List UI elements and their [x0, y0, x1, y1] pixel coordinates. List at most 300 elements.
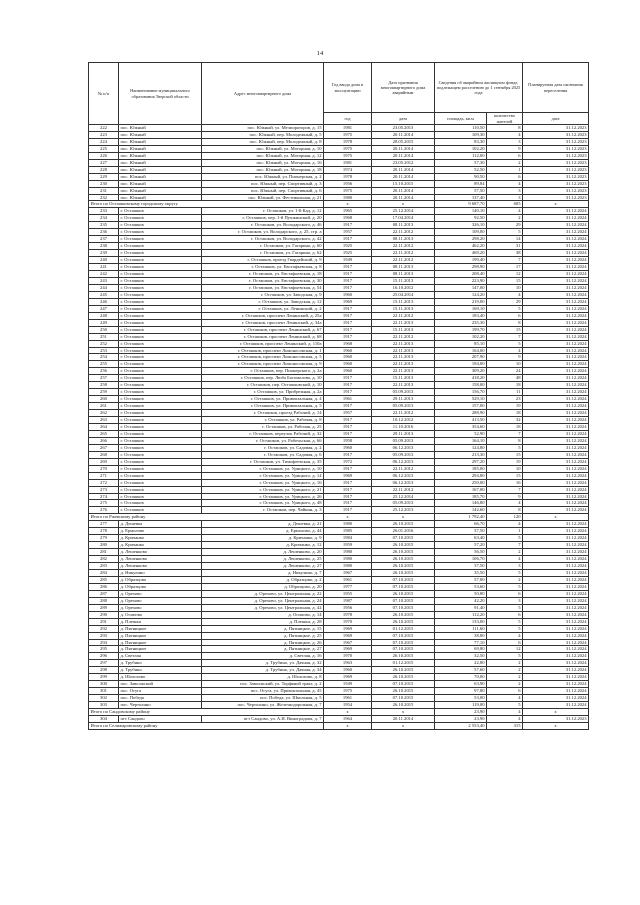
cell-municipality: г. Осташков	[119, 437, 202, 444]
cell-emergency-date: 07.10.2015	[372, 604, 435, 611]
cell-emergency-date: 26.10.2015	[372, 521, 435, 528]
cell-plan-date: 31.12.2024	[523, 597, 589, 604]
cell-municipality: пос. Южный	[119, 180, 202, 187]
page-number: 14	[316, 50, 324, 57]
cell-area: 111,60	[435, 625, 487, 632]
cell-address: д. Кричанко, д. 12	[202, 542, 324, 549]
cell-area: 158,00	[435, 382, 487, 389]
cell-year: 1917	[324, 236, 372, 243]
cell-plan-date: 31.12.2024	[523, 430, 589, 437]
cell-number: 273	[89, 486, 119, 493]
cell-municipality: г. Осташков	[119, 389, 202, 396]
cell-address: г. Осташков, ул. Евстафьевская, д. 30	[202, 277, 324, 284]
cell-municipality: д. Никулино	[119, 570, 202, 577]
cell-emergency-date: 23.05.2013	[372, 125, 435, 132]
cell-plan-date: 31.12.2024	[523, 382, 589, 389]
cell-residents: 8	[487, 319, 523, 326]
cell-residents: 24	[487, 368, 523, 375]
cell-municipality: д. Ермолово	[119, 528, 202, 535]
cell-number: 290	[89, 611, 119, 618]
cell-plan-date: 31.12.2024	[523, 271, 589, 278]
cell-plan-date: 31.12.2024	[523, 681, 589, 688]
cell-number: 304	[89, 716, 119, 723]
cell-address: д. Орехово, ул. Центральная, д. 24	[202, 597, 324, 604]
cell-residents: 3	[487, 563, 523, 570]
cell-number: 225	[89, 145, 119, 152]
cell-number: 227	[89, 159, 119, 166]
cell-number: 289	[89, 604, 119, 611]
cell-residents: 4	[487, 716, 523, 723]
cell-emergency-date: 01.12.2015	[372, 625, 435, 632]
cell-area: 23,90	[435, 716, 487, 723]
cell-residents: 5	[487, 535, 523, 542]
cell-number: 275	[89, 500, 119, 507]
cell-residents: 8	[487, 125, 523, 132]
cell-plan-date: 31.12.2024	[523, 257, 589, 264]
cell-plan-date: 31.12.2024	[523, 229, 589, 236]
cell-number: 300	[89, 681, 119, 688]
table-row	[89, 180, 589, 187]
cell-emergency-date: 29.11.2013	[372, 396, 435, 403]
cell-plan-date: 31.12.2024	[523, 549, 589, 556]
cell-plan-date: 31.12.2024	[523, 695, 589, 702]
total-row	[89, 722, 589, 729]
cell-year: 1917	[324, 375, 372, 382]
cell-residents: 5	[487, 340, 523, 347]
table-row	[89, 688, 589, 695]
cell-number: 255	[89, 361, 119, 368]
cell-municipality: г. Осташков	[119, 326, 202, 333]
cell-address: д. Пятницкое, д. 27	[202, 646, 324, 653]
cell-plan-date: 31.12.2024	[523, 570, 589, 577]
cell-year: 1967	[324, 639, 372, 646]
table-row	[89, 159, 589, 166]
cell-emergency-date: 07.10.2015	[372, 576, 435, 583]
cell-emergency-date: 26.10.2015	[372, 618, 435, 625]
cell-area: 69,80	[435, 646, 487, 653]
cell-address: г. Осташков, ул. Евстафьевская, д. 54	[202, 284, 324, 291]
table-row	[89, 208, 589, 215]
cell-area: 413,50	[435, 417, 487, 424]
cell-plan-date: 31.12.2024	[523, 277, 589, 284]
cell-year: 1917	[324, 382, 372, 389]
cell-number: 282	[89, 556, 119, 563]
cell-address: пос. Южный, пер. Спортивный, д. 6	[202, 187, 324, 194]
cell-address: д. Никулино, д. 7	[202, 570, 324, 577]
table-row	[89, 437, 589, 444]
cell-number: 295	[89, 646, 119, 653]
cell-year: 1972	[324, 458, 372, 465]
table-row	[89, 354, 589, 361]
cell-address: г. Осташков, ул. Тимофеевская, д. 35	[202, 458, 324, 465]
table-row	[89, 173, 589, 180]
cell-plan-date: 31.12.2024	[523, 653, 589, 660]
cell-emergency-date: 26.10.2015	[372, 549, 435, 556]
table-row	[89, 361, 589, 368]
cell-address: пос. Чертолино, ул. Железнодорожная, д. 7	[202, 702, 324, 709]
total-row	[89, 709, 589, 716]
cell-area: 140,10	[435, 208, 487, 215]
table-row	[89, 312, 589, 319]
cell-plan-date: 31.12.2024	[523, 208, 589, 215]
cell-area: 53,60	[435, 583, 487, 590]
cell-municipality: г. Осташков	[119, 500, 202, 507]
cell-year: 1917	[324, 326, 372, 333]
cell-address: г. Осташков, ул. Рабочая, д. 8	[202, 417, 324, 424]
cell-area: 91,40	[435, 604, 487, 611]
cell-residents: 2	[487, 667, 523, 674]
cell-number: 228	[89, 166, 119, 173]
cell-residents: 7	[487, 542, 523, 549]
cell-municipality: д. Образцово	[119, 576, 202, 583]
cell-emergency-date: 20.11.2014	[372, 131, 435, 138]
cell-plan-date: 31.12.2024	[523, 319, 589, 326]
cell-address: г. Осташков, ул. Володарского, д. 46	[202, 222, 324, 229]
cell-residents: 9	[487, 145, 523, 152]
cell-year: 1969	[324, 298, 372, 305]
cell-municipality: г. Осташков	[119, 472, 202, 479]
cell-number: 279	[89, 535, 119, 542]
cell-municipality: пос. Заволжский	[119, 681, 202, 688]
cell-number: 250	[89, 326, 119, 333]
cell-plan-date: 31.12.2024	[523, 291, 589, 298]
cell-emergency-date: 26.10.2015	[372, 590, 435, 597]
cell-plan-date: 31.12.2024	[523, 236, 589, 243]
cell-address: пос. Южный, ул. Моторная, д. 10	[202, 145, 324, 152]
cell-emergency-date: 15.11.2013	[372, 298, 435, 305]
cell-number: 259	[89, 389, 119, 396]
cell-residents: 1	[487, 528, 523, 535]
total-x-year: x	[324, 201, 372, 208]
cell-year: 1978	[324, 611, 372, 618]
cell-residents: 5	[487, 702, 523, 709]
cell-area: 109,30	[435, 131, 487, 138]
cell-municipality: пгт Сандово	[119, 716, 202, 723]
cell-area: 294,80	[435, 472, 487, 479]
cell-residents: 4	[487, 208, 523, 215]
cell-residents: 17	[487, 264, 523, 271]
cell-plan-date: 31.12.2023	[523, 131, 589, 138]
cell-year: 1980	[324, 194, 372, 201]
cell-year: 1970	[324, 653, 372, 660]
cell-year: 1917	[324, 319, 372, 326]
cell-plan-date: 31.12.2024	[523, 590, 589, 597]
cell-year: 1917	[324, 271, 372, 278]
cell-residents: 3	[487, 597, 523, 604]
cell-year: 1925	[324, 243, 372, 250]
cell-year: 1961	[324, 695, 372, 702]
cell-residents: 4	[487, 291, 523, 298]
cell-number: 232	[89, 194, 119, 201]
cell-area: 102,20	[435, 145, 487, 152]
cell-emergency-date: 05.09.2013	[372, 389, 435, 396]
cell-plan-date: 31.12.2024	[523, 312, 589, 319]
cell-plan-date: 31.12.2024	[523, 333, 589, 340]
cell-area: 35,50	[435, 570, 487, 577]
cell-number: 285	[89, 576, 119, 583]
cell-year: 1964	[324, 716, 372, 723]
cell-year: 1917	[324, 389, 372, 396]
cell-emergency-date: 25.12.2013	[372, 507, 435, 514]
table-row	[89, 486, 589, 493]
cell-address: г. Осташков, ул. Евстафьевская, д. 8	[202, 264, 324, 271]
subheader-date: дата	[372, 113, 435, 125]
cell-plan-date: 31.12.2024	[523, 660, 589, 667]
cell-year: 1975	[324, 152, 372, 159]
cell-year: 1960	[324, 444, 372, 451]
cell-emergency-date: 08.11.2013	[372, 236, 435, 243]
cell-emergency-date: 26.01.2016	[372, 528, 435, 535]
cell-municipality: г. Осташков	[119, 215, 202, 222]
cell-year: 1917	[324, 222, 372, 229]
cell-number: 245	[89, 291, 119, 298]
cell-year: 1917	[324, 284, 372, 291]
cell-address: д. Кричанко, д. 9	[202, 535, 324, 542]
cell-plan-date: 31.12.2023	[523, 125, 589, 132]
cell-residents: 2	[487, 681, 523, 688]
cell-area: 124,20	[435, 291, 487, 298]
cell-year: 1981	[324, 159, 372, 166]
cell-number: 241	[89, 264, 119, 271]
cell-residents: 10	[487, 284, 523, 291]
cell-municipality: пос. Южный	[119, 152, 202, 159]
cell-emergency-date: 16.10.2012	[372, 284, 435, 291]
cell-number: 258	[89, 382, 119, 389]
cell-residents: 29	[487, 222, 523, 229]
cell-address: д. Орехово, ул. Центральная, д. 42	[202, 604, 324, 611]
cell-address: д. Трубино, ул. Дачная, д. 32	[202, 660, 324, 667]
cell-number: 261	[89, 403, 119, 410]
cell-municipality: г. Осташков	[119, 305, 202, 312]
total-x-year: x	[324, 709, 372, 716]
cell-year: 1975	[324, 145, 372, 152]
subheader-year: год	[324, 113, 372, 125]
cell-municipality: д. Орехово	[119, 597, 202, 604]
cell-municipality: пос. Южный	[119, 131, 202, 138]
cell-address: г. Осташков, ул. Рабочьская, д. 66	[202, 437, 324, 444]
table-row	[89, 243, 589, 250]
table-row	[89, 194, 589, 201]
cell-residents: 9	[487, 493, 523, 500]
table-body	[89, 125, 589, 730]
table-row	[89, 305, 589, 312]
cell-plan-date: 31.12.2024	[523, 354, 589, 361]
cell-year: 1917	[324, 493, 372, 500]
cell-residents: 2	[487, 576, 523, 583]
cell-plan-date: 31.12.2024	[523, 396, 589, 403]
cell-emergency-date: 25.12.2014	[372, 493, 435, 500]
cell-area: 50,80	[435, 590, 487, 597]
cell-residents: 11	[487, 389, 523, 396]
cell-residents: 3	[487, 194, 523, 201]
total-residents: 605	[487, 201, 523, 208]
cell-number: 237	[89, 236, 119, 243]
cell-year: 1968	[324, 340, 372, 347]
cell-municipality: д. Лешенково	[119, 556, 202, 563]
header-address: Адрес многоквартирного дома	[202, 63, 324, 125]
table-row	[89, 284, 589, 291]
cell-residents: 29	[487, 298, 523, 305]
cell-number: 244	[89, 284, 119, 291]
cell-area: 354,60	[435, 423, 487, 430]
table-row	[89, 583, 589, 590]
cell-year: 1917	[324, 479, 372, 486]
cell-number: 268	[89, 451, 119, 458]
cell-emergency-date: 22.11.2012	[372, 312, 435, 319]
cell-year: 1968	[324, 215, 372, 222]
cell-municipality: д. Пятницкое	[119, 646, 202, 653]
cell-area: 164,10	[435, 437, 487, 444]
cell-municipality: г. Осташков	[119, 430, 202, 437]
cell-address: д. Образцово, д. 20	[202, 583, 324, 590]
table-row	[89, 576, 589, 583]
cell-plan-date: 31.12.2023	[523, 173, 589, 180]
table-row	[89, 257, 589, 264]
cell-municipality: г. Осташков	[119, 479, 202, 486]
cell-address: д. Дешевка, д. 21	[202, 521, 324, 528]
cell-year: 1956	[324, 180, 372, 187]
cell-address: г. Осташков, переулок Рабочий, д. 32	[202, 430, 324, 437]
cell-residents: 7	[487, 430, 523, 437]
table-row	[89, 465, 589, 472]
cell-emergency-date: 05.09.2013	[372, 500, 435, 507]
cell-year: 1960	[324, 361, 372, 368]
cell-emergency-date: 26.10.2015	[372, 556, 435, 563]
cell-area: 167,00	[435, 486, 487, 493]
cell-area: 157,00	[435, 403, 487, 410]
cell-plan-date: 31.12.2024	[523, 417, 589, 424]
cell-address: г. Осташков, проспект Ленинский, д. 68	[202, 333, 324, 340]
cell-area: 77,10	[435, 639, 487, 646]
cell-address: г. Осташков, ул. Заводская, д. 9	[202, 291, 324, 298]
cell-plan-date: 31.12.2024	[523, 632, 589, 639]
cell-municipality: д. Дешевка	[119, 521, 202, 528]
cell-municipality: г. Осташков	[119, 222, 202, 229]
header-year: Год ввода дома в эксплуатацию	[324, 63, 372, 113]
cell-area: 418,20	[435, 375, 487, 382]
cell-address: г. Осташков, ул. Рабочая, д. 25	[202, 423, 324, 430]
cell-number: 243	[89, 277, 119, 284]
cell-residents: 2	[487, 159, 523, 166]
cell-year: 1917	[324, 465, 372, 472]
cell-plan-date: 31.12.2024	[523, 646, 589, 653]
cell-area: 183,40	[435, 312, 487, 319]
cell-municipality: д. Орехово	[119, 604, 202, 611]
cell-number: 249	[89, 319, 119, 326]
cell-area: 37,50	[435, 528, 487, 535]
cell-emergency-date: 22.11.2013	[372, 340, 435, 347]
cell-municipality: г. Осташков	[119, 396, 202, 403]
cell-address: г. Осташков, пер. Пионерского, д. 2а	[202, 368, 324, 375]
cell-number: 223	[89, 131, 119, 138]
cell-address: пос. Южный, пер. Спортивный, д. 3	[202, 180, 324, 187]
cell-year: 1959	[324, 542, 372, 549]
cell-plan-date: 31.12.2024	[523, 493, 589, 500]
table-row	[89, 298, 589, 305]
cell-number: 284	[89, 570, 119, 577]
cell-plan-date: 31.12.2024	[523, 604, 589, 611]
cell-year: 1957	[324, 229, 372, 236]
cell-residents: 10	[487, 361, 523, 368]
cell-residents: 8	[487, 507, 523, 514]
table-row	[89, 152, 589, 159]
cell-municipality: г. Осташков	[119, 375, 202, 382]
cell-area: 298,20	[435, 236, 487, 243]
total-x-date: x	[372, 709, 435, 716]
cell-address: г. Осташков, ул. Гагарина, д. 60	[202, 243, 324, 250]
cell-number: 262	[89, 410, 119, 417]
cell-address: пос. Осуга, ул. Привокзальная, д. 45	[202, 688, 324, 695]
cell-address: д. Пятницкое, д. 25	[202, 632, 324, 639]
cell-address: пос. Южный, пер. Молодежный, д. 8	[202, 138, 324, 145]
cell-area: 185,00	[435, 465, 487, 472]
cell-plan-date: 31.12.2024	[523, 702, 589, 709]
cell-emergency-date: 10.12.2012	[372, 417, 435, 424]
cell-year: 1957	[324, 410, 372, 417]
cell-address: г. Осташков, пер. Осташковский, д. 10	[202, 382, 324, 389]
cell-area: 142,60	[435, 507, 487, 514]
cell-plan-date: 31.12.2024	[523, 528, 589, 535]
cell-emergency-date: 15.10.2015	[372, 180, 435, 187]
cell-year: 1955	[324, 590, 372, 597]
cell-number: 293	[89, 632, 119, 639]
cell-number: 238	[89, 243, 119, 250]
cell-area: 137,40	[435, 194, 487, 201]
cell-number: 296	[89, 653, 119, 660]
cell-number: 231	[89, 187, 119, 194]
cell-residents: 4	[487, 347, 523, 354]
cell-address: д. Шолохово, д. 8	[202, 674, 324, 681]
cell-address: г. Осташков, ул. Урицкого, д. 10	[202, 465, 324, 472]
table-row	[89, 291, 589, 298]
cell-residents: 5	[487, 583, 523, 590]
cell-emergency-date: 29.11.2013	[372, 430, 435, 437]
cell-area: 63,40	[435, 535, 487, 542]
cell-plan-date: 31.12.2024	[523, 611, 589, 618]
cell-area: 194,00	[435, 361, 487, 368]
cell-plan-date: 31.12.2024	[523, 361, 589, 368]
cell-area: 57,00	[435, 576, 487, 583]
cell-number: 253	[89, 347, 119, 354]
cell-area: 63,90	[435, 681, 487, 688]
cell-address: г. Осташков, ул. Привокзальная, д. 4	[202, 396, 324, 403]
cell-plan-date: 31.12.2023	[523, 180, 589, 187]
cell-year: 1917	[324, 486, 372, 493]
table-row	[89, 493, 589, 500]
cell-area: 112,00	[435, 152, 487, 159]
cell-municipality: д. Трубино	[119, 660, 202, 667]
cell-address: пгт Сандово, ул. А.И. Виноградова, д. 7	[202, 716, 324, 723]
cell-number: 239	[89, 250, 119, 257]
cell-year: 1975	[324, 187, 372, 194]
cell-address: пос. Южный, ул. Пионерская, д. 2	[202, 173, 324, 180]
table-row	[89, 229, 589, 236]
cell-address: г. Осташков, ул. Урицкого, д. 48	[202, 500, 324, 507]
cell-number: 266	[89, 437, 119, 444]
cell-area: 208,40	[435, 271, 487, 278]
cell-plan-date: 31.12.2024	[523, 667, 589, 674]
cell-municipality: г. Осташков	[119, 236, 202, 243]
cell-area: 462,20	[435, 243, 487, 250]
cell-residents: 31	[487, 243, 523, 250]
cell-emergency-date: 22.11.2012	[372, 243, 435, 250]
total-residents: 315	[487, 722, 523, 729]
cell-residents: 15	[487, 451, 523, 458]
cell-emergency-date: 07.10.2015	[372, 695, 435, 702]
cell-plan-date: 31.12.2024	[523, 326, 589, 333]
cell-number: 236	[89, 229, 119, 236]
cell-year: 1969	[324, 674, 372, 681]
